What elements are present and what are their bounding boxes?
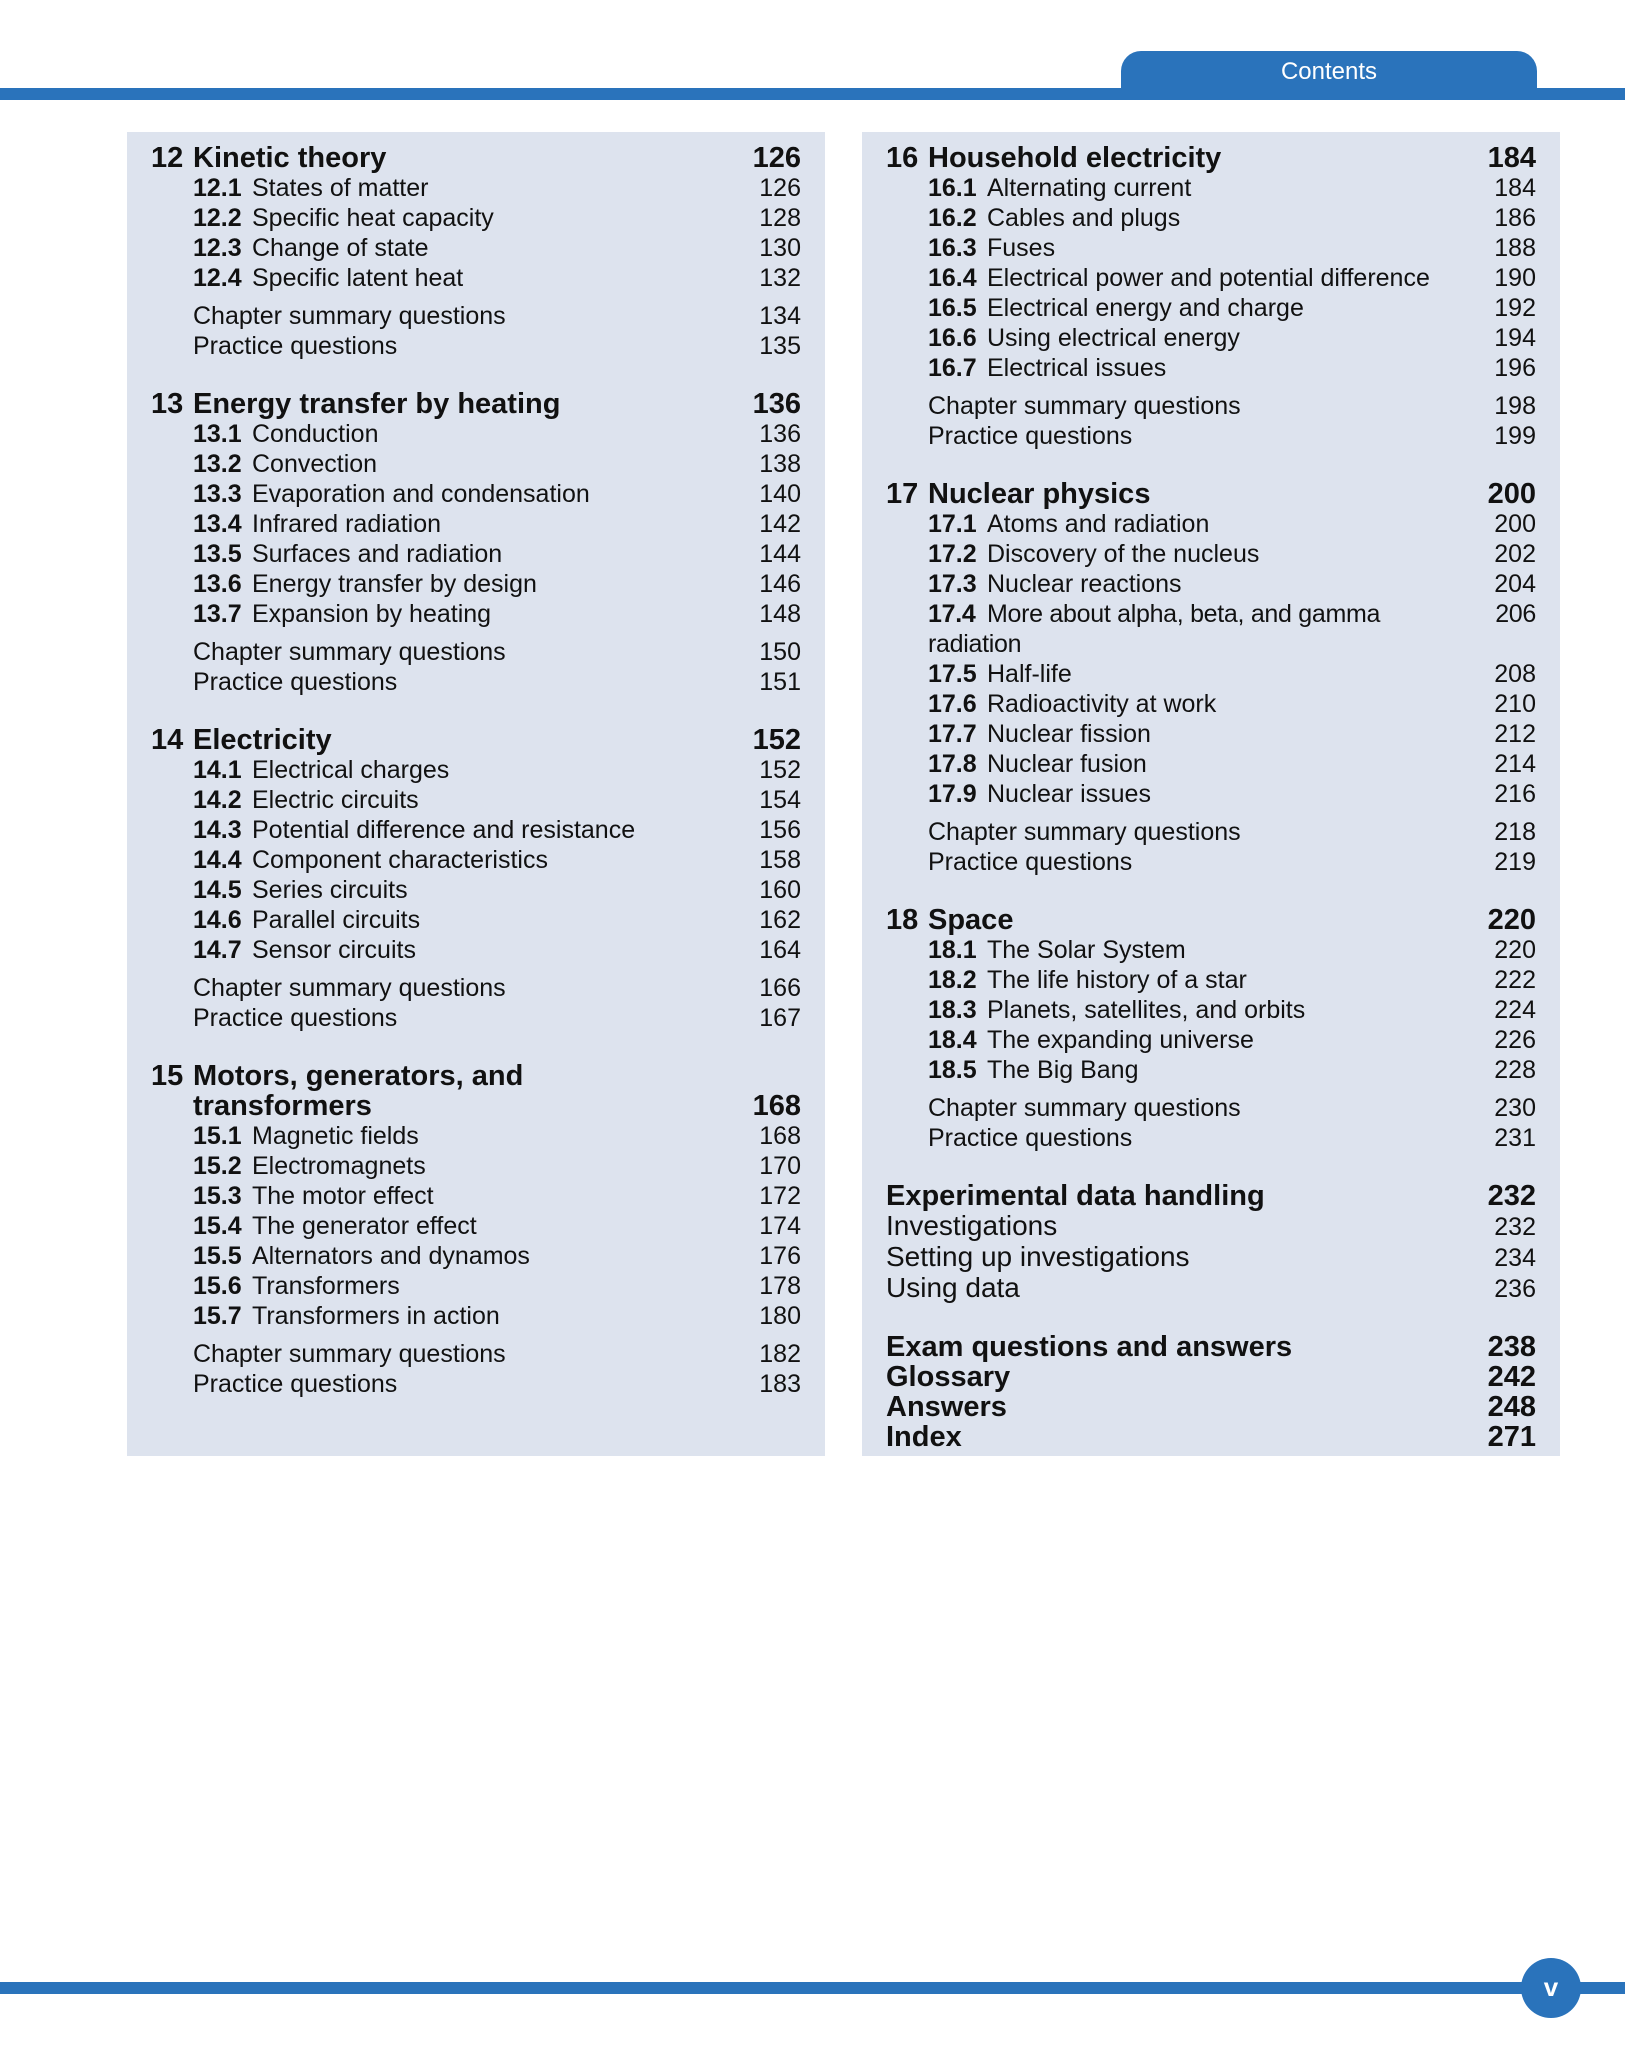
section-row[interactable]: 15.3 The motor effect 172 bbox=[193, 1182, 801, 1210]
section-row[interactable]: 13.5 Surfaces and radiation 144 bbox=[193, 540, 801, 568]
section-row[interactable]: 15.2 Electromagnets 170 bbox=[193, 1152, 801, 1180]
section-row[interactable]: 17.7 Nuclear fission 212 bbox=[928, 720, 1536, 748]
section-row[interactable]: 14.6 Parallel circuits 162 bbox=[193, 906, 801, 934]
summary-questions-row[interactable]: Chapter summary questions 134 bbox=[193, 302, 801, 330]
chapter-heading[interactable]: 16 Household electricity 184 bbox=[886, 142, 1536, 174]
practice-questions-row[interactable]: Practice questions 151 bbox=[193, 668, 801, 696]
backmatter-item[interactable]: Index 271 bbox=[886, 1421, 1536, 1453]
section-row[interactable]: 12.3 Change of state 130 bbox=[193, 234, 801, 262]
chapter-heading[interactable]: 12 Kinetic theory 126 bbox=[151, 142, 801, 174]
summary-questions-row[interactable]: Chapter summary questions 230 bbox=[928, 1094, 1536, 1122]
practice-questions-row[interactable]: Practice questions 167 bbox=[193, 1004, 801, 1032]
section-row[interactable]: 12.4 Specific latent heat 132 bbox=[193, 264, 801, 292]
section-row[interactable]: 14.5 Series circuits 160 bbox=[193, 876, 801, 904]
section-row[interactable]: 17.4 More about alpha, beta, and gamma radiation 206 bbox=[928, 600, 1536, 658]
practice-questions-row[interactable]: Practice questions 231 bbox=[928, 1124, 1536, 1152]
section-row[interactable]: 14.3 Potential difference and resistance 156 bbox=[193, 816, 801, 844]
section-row[interactable]: 17.1 Atoms and radiation 200 bbox=[928, 510, 1536, 538]
section-row[interactable]: 14.4 Component characteristics 158 bbox=[193, 846, 801, 874]
experimental-item[interactable]: Setting up investigations 234 bbox=[886, 1241, 1536, 1272]
section-row[interactable]: 18.4 The expanding universe 226 bbox=[928, 1026, 1536, 1054]
chapter-heading[interactable]: 14 Electricity 152 bbox=[151, 724, 801, 756]
chapter-17 bbox=[886, 479, 1536, 877]
summary-questions-row[interactable]: Chapter summary questions 166 bbox=[193, 974, 801, 1002]
section-row[interactable]: 16.2 Cables and plugs 186 bbox=[928, 204, 1536, 232]
chapter-heading[interactable]: 13 Energy transfer by heating 136 bbox=[151, 388, 801, 420]
section-row[interactable]: 18.2 The life history of a star 222 bbox=[928, 966, 1536, 994]
section-row[interactable]: 12.1 States of matter 126 bbox=[193, 174, 801, 202]
section-row[interactable]: 17.2 Discovery of the nucleus 202 bbox=[928, 540, 1536, 568]
section-row[interactable]: 15.4 The generator effect 174 bbox=[193, 1212, 801, 1240]
section-row[interactable]: 17.8 Nuclear fusion 214 bbox=[928, 750, 1536, 778]
section-row[interactable]: 15.7 Transformers in action 180 bbox=[193, 1302, 801, 1330]
experimental-item[interactable]: Investigations 232 bbox=[886, 1210, 1536, 1241]
chapter-12 bbox=[151, 143, 801, 361]
toc-left-panel bbox=[127, 132, 825, 1456]
practice-questions-row[interactable]: Practice questions 199 bbox=[928, 422, 1536, 450]
chapter-18 bbox=[886, 905, 1536, 1153]
summary-questions-row[interactable]: Chapter summary questions 150 bbox=[193, 638, 801, 666]
section-row[interactable]: 16.3 Fuses 188 bbox=[928, 234, 1536, 262]
practice-questions-row[interactable]: Practice questions 219 bbox=[928, 848, 1536, 876]
page-number-badge: v bbox=[1521, 1958, 1581, 2018]
section-row[interactable]: 15.6 Transformers 178 bbox=[193, 1272, 801, 1300]
section-row[interactable]: 16.5 Electrical energy and charge 192 bbox=[928, 294, 1536, 322]
section-row[interactable]: 18.5 The Big Bang 228 bbox=[928, 1056, 1536, 1084]
section-row[interactable]: 17.5 Half-life 208 bbox=[928, 660, 1536, 688]
chapter-13 bbox=[151, 389, 801, 697]
section-row[interactable]: 13.4 Infrared radiation 142 bbox=[193, 510, 801, 538]
section-row[interactable]: 16.4 Electrical power and potential difference 190 bbox=[928, 264, 1536, 292]
summary-questions-row[interactable]: Chapter summary questions 218 bbox=[928, 818, 1536, 846]
practice-questions-row[interactable]: Practice questions 135 bbox=[193, 332, 801, 360]
section-row[interactable]: 16.7 Electrical issues 196 bbox=[928, 354, 1536, 382]
section-row[interactable]: 13.1 Conduction 136 bbox=[193, 420, 801, 448]
section-row[interactable]: 13.7 Expansion by heating 148 bbox=[193, 600, 801, 628]
experimental-data-section bbox=[886, 1181, 1536, 1304]
chapter-16 bbox=[886, 143, 1536, 451]
toc-right-panel bbox=[862, 132, 1560, 1456]
section-row[interactable]: 13.2 Convection 138 bbox=[193, 450, 801, 478]
section-row[interactable]: 17.3 Nuclear reactions 204 bbox=[928, 570, 1536, 598]
section-row[interactable]: 12.2 Specific heat capacity 128 bbox=[193, 204, 801, 232]
chapter-heading[interactable]: 17 Nuclear physics 200 bbox=[886, 478, 1536, 510]
chapter-heading-line1[interactable]: 15 Motors, generators, and bbox=[151, 1060, 524, 1092]
section-row[interactable]: 18.3 Planets, satellites, and orbits 224 bbox=[928, 996, 1536, 1024]
section-row[interactable]: 18.1 The Solar System 220 bbox=[928, 936, 1536, 964]
chapter-heading[interactable]: 18 Space 220 bbox=[886, 904, 1536, 936]
contents-tab: Contents bbox=[1121, 51, 1537, 91]
section-row[interactable]: 17.9 Nuclear issues 216 bbox=[928, 780, 1536, 808]
backmatter-item[interactable]: Exam questions and answers 238 bbox=[886, 1331, 1536, 1363]
section-row[interactable]: 16.1 Alternating current 184 bbox=[928, 174, 1536, 202]
section-row[interactable]: 14.2 Electric circuits 154 bbox=[193, 786, 801, 814]
experimental-item[interactable]: Using data 236 bbox=[886, 1272, 1536, 1303]
backmatter-item[interactable]: Glossary 242 bbox=[886, 1361, 1536, 1393]
chapter-heading-line2[interactable]: transformers 168 bbox=[193, 1090, 801, 1122]
experimental-heading[interactable]: Experimental data handling 232 bbox=[886, 1180, 1536, 1212]
section-row[interactable]: 14.7 Sensor circuits 164 bbox=[193, 936, 801, 964]
section-row[interactable]: 14.1 Electrical charges 152 bbox=[193, 756, 801, 784]
chapter-14 bbox=[151, 725, 801, 1033]
section-row[interactable]: 17.6 Radioactivity at work 210 bbox=[928, 690, 1536, 718]
section-row[interactable]: 13.6 Energy transfer by design 146 bbox=[193, 570, 801, 598]
section-row[interactable]: 15.5 Alternators and dynamos 176 bbox=[193, 1242, 801, 1270]
section-row[interactable]: 13.3 Evaporation and condensation 140 bbox=[193, 480, 801, 508]
practice-questions-row[interactable]: Practice questions 183 bbox=[193, 1370, 801, 1398]
section-row[interactable]: 15.1 Magnetic fields 168 bbox=[193, 1122, 801, 1150]
bottom-rule bbox=[0, 1982, 1625, 1994]
section-row[interactable]: 16.6 Using electrical energy 194 bbox=[928, 324, 1536, 352]
backmatter-section bbox=[886, 1332, 1536, 1452]
summary-questions-row[interactable]: Chapter summary questions 198 bbox=[928, 392, 1536, 420]
summary-questions-row[interactable]: Chapter summary questions 182 bbox=[193, 1340, 801, 1368]
backmatter-item[interactable]: Answers 248 bbox=[886, 1391, 1536, 1423]
chapter-15 bbox=[151, 1061, 801, 1399]
